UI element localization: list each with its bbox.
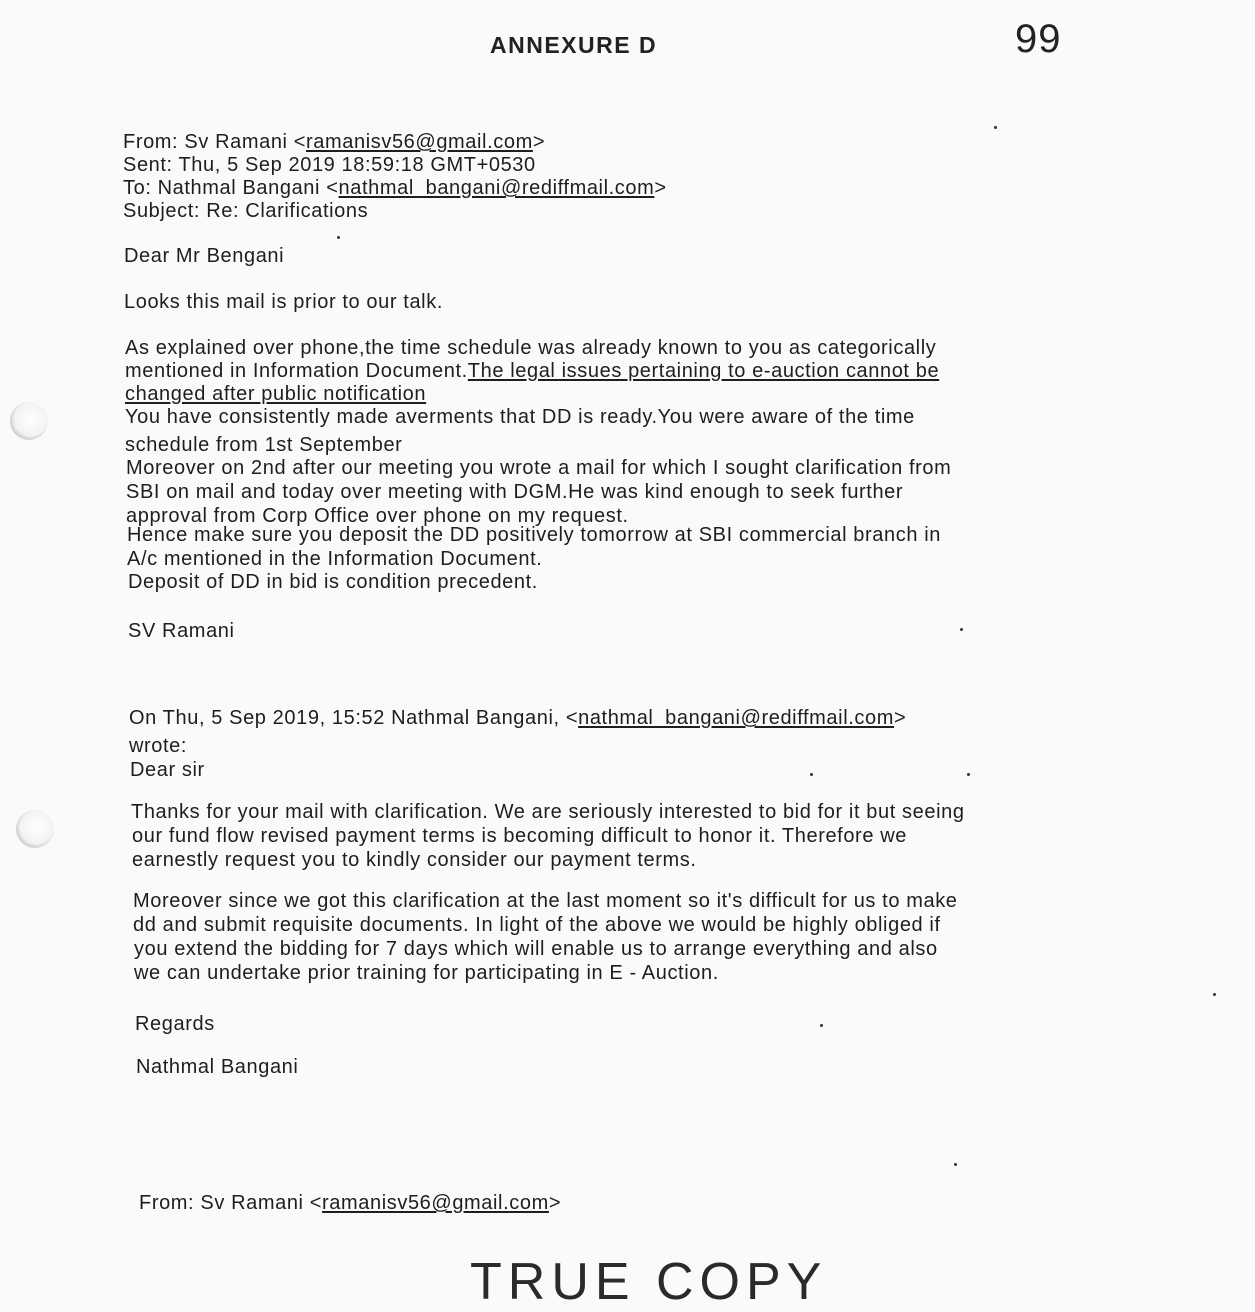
underlined-text: The legal issues pertaining to e-auction cannot be — [467, 360, 940, 382]
punch-hole — [16, 810, 54, 848]
email-body-line: approval from Corp Office over phone on my request. — [126, 505, 629, 527]
quoted-wrote: wrote: — [129, 735, 188, 757]
email-subject-line: Subject: Re: Clarifications — [123, 200, 369, 222]
true-copy-stamp: TRUE COPY — [470, 1253, 828, 1311]
email-body-line: As explained over phone,the time schedule was already known to you as categorically — [125, 337, 937, 359]
quoted-body-line: earnestly request you to kindly consider our payment terms. — [132, 849, 697, 871]
quoted-body-line: dd and submit requisite documents. In light of the above we would be highly obliged if — [133, 914, 941, 936]
from-prefix: From: Sv Ramani < — [123, 131, 307, 153]
scan-speck — [820, 1024, 823, 1027]
email-from-line — [123, 131, 545, 154]
quoted-email-link[interactable]: nathmal_bangani@rediffmail.com — [578, 707, 894, 729]
scan-speck — [954, 1163, 957, 1166]
from-email-link[interactable]: ramanisv56@gmail.com — [322, 1192, 549, 1214]
page-number: 99 — [1015, 17, 1062, 61]
annexure-title: ANNEXURE D — [490, 32, 658, 58]
from-prefix: From: Sv Ramani < — [139, 1192, 323, 1214]
scan-speck — [810, 773, 813, 776]
quoted-body-line: you extend the bidding for 7 days which will enable us to arrange everything and also — [134, 938, 938, 960]
quoted-body-line: Thanks for your mail with clarification. We are seriously interested to bid for it but seeing — [131, 801, 965, 823]
to-prefix: To: Nathmal Bangani < — [123, 177, 339, 199]
email-greeting: Dear Mr Bengani — [124, 245, 285, 267]
scan-speck — [337, 236, 340, 239]
from-email-link[interactable]: ramanisv56@gmail.com — [306, 131, 533, 153]
scan-speck — [960, 628, 963, 631]
quoted-greeting: Dear sir — [130, 759, 205, 781]
quoted-intro-line — [129, 707, 906, 730]
email-body-line: SBI on mail and today over meeting with DGM.He was kind enough to seek further — [126, 481, 904, 503]
email-body-line: Looks this mail is prior to our talk. — [124, 291, 443, 313]
quoted-signature: Nathmal Bangani — [136, 1056, 299, 1078]
scan-speck — [967, 773, 970, 776]
scan-speck — [1213, 993, 1216, 996]
email-from-line — [139, 1192, 561, 1215]
email-body-line: Hence make sure you deposit the DD positively tomorrow at SBI commercial branch in — [127, 524, 941, 546]
email-body-line: A/c mentioned in the Information Document. — [127, 548, 543, 570]
quoted-body-line: our fund flow revised payment terms is becoming difficult to honor it. Therefore we — [132, 825, 907, 847]
from-suffix: > — [532, 131, 546, 153]
email-body-line: schedule from 1st September — [125, 434, 403, 456]
email-sent-line: Sent: Thu, 5 Sep 2019 18:59:18 GMT+0530 — [123, 154, 536, 176]
body-text: mentioned in Information Document. — [125, 360, 468, 382]
email-body-line — [125, 360, 939, 383]
from-suffix: > — [548, 1192, 562, 1214]
quoted-body-line: we can undertake prior training for participating in E - Auction. — [134, 962, 719, 984]
underlined-text: changed after public notification — [125, 383, 427, 405]
email-body-line: Moreover on 2nd after our meeting you wrote a mail for which I sought clarification from — [126, 457, 952, 479]
punch-hole — [10, 402, 48, 440]
to-suffix: > — [654, 177, 667, 199]
email-to-line — [123, 177, 667, 200]
quoted-intro-suffix: > — [893, 707, 907, 729]
email-signature: SV Ramani — [128, 620, 235, 642]
quoted-body-line: Moreover since we got this clarification at the last moment so it's difficult for us to make — [133, 890, 958, 912]
email-body-line: Deposit of DD in bid is condition precedent. — [128, 571, 538, 593]
quoted-regards: Regards — [135, 1013, 215, 1035]
quoted-intro-prefix: On Thu, 5 Sep 2019, 15:52 Nathmal Bangani, < — [129, 707, 579, 729]
to-email-link[interactable]: nathmal_bangani@rediffmail.com — [338, 177, 655, 199]
scan-speck — [994, 126, 997, 129]
email-body-line: You have consistently made averments that DD is ready.You were aware of the time — [125, 406, 915, 428]
